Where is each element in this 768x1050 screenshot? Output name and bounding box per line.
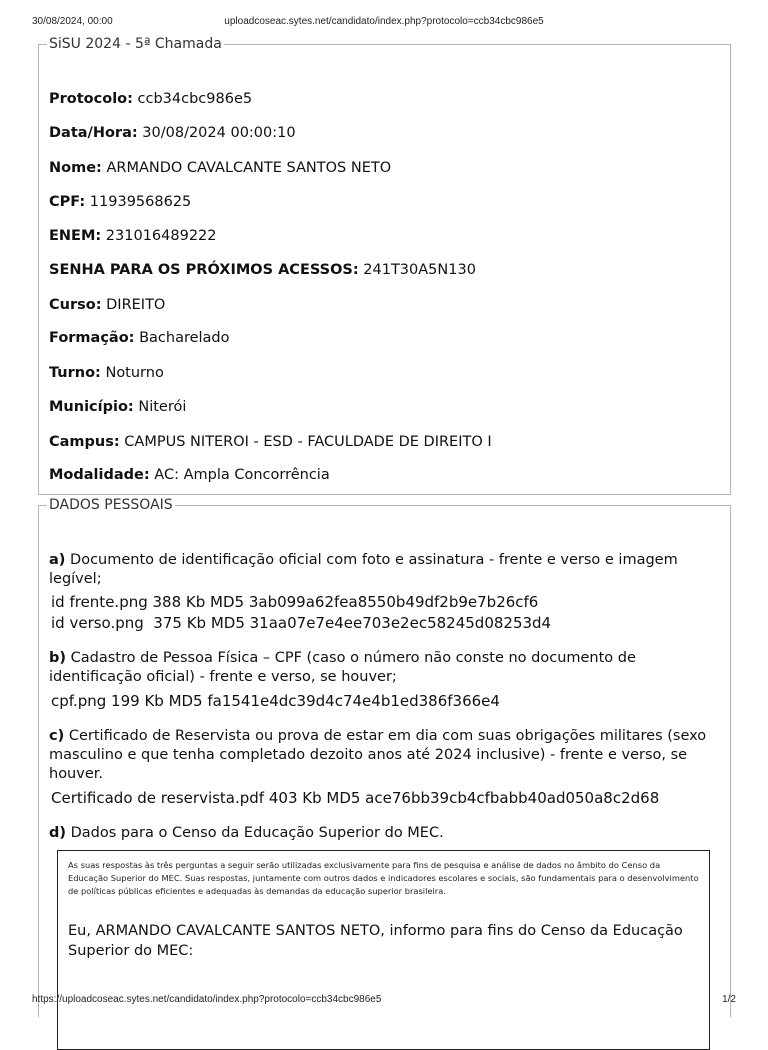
print-datetime: 30/08/2024, 00:00 [32,16,113,27]
file-reservista: Certificado de reservista.pdf 403 Kb MD5 ace76bb39cb4cfbabb40ad050a8c2d68 [51,789,660,807]
field-senha [49,261,476,279]
file-id-verso: id verso.png 375 Kb MD5 31aa07e7e4ee703e2ec58245d08253d4 [51,614,552,632]
print-header [32,16,736,30]
field-label: Nome: [49,160,102,176]
file-cpf: cpf.png 199 Kb MD5 fa1541e4dc39d4c74e4b1ed386f366e4 [51,692,500,710]
field-label: Data/Hora: [49,125,138,141]
field-nome [49,159,391,177]
field-formacao [49,329,230,347]
item-letter: a) [49,552,66,568]
field-value: CAMPUS NITEROI - ESD - FACULDADE DE DIREITO I [124,434,492,450]
field-value: 241T30A5N130 [363,262,476,278]
field-label: Modalidade: [49,467,150,483]
item-letter: d) [49,825,67,841]
field-value: Noturno [105,365,164,381]
sisu-fieldset [38,36,731,495]
field-turno [49,364,164,382]
field-value: Bacharelado [139,330,230,346]
print-url-header: uploadcoseac.sytes.net/candidato/index.php?protocolo=ccb34cbc986e5 [224,16,544,27]
print-footer [32,994,736,1008]
field-value: 231016489222 [105,228,217,244]
field-value: ARMANDO CAVALCANTE SANTOS NETO [106,160,392,176]
censo-note: As suas respostas às três perguntas a seguir serão utilizadas exclusivamente para fins de pesquisa e análise de dados no âmbito do Censo da Educação Superior do MEC. Suas respostas, juntamente com outros dados e indicadores escolares e sociais, são fundamentais para o desenvolvimento de políticas públicas eficientes e adequadas às demandas da educação superior brasileira. [68,860,699,896]
item-text: Certificado de Reservista ou prova de estar em dia com suas obrigações militares (sexo masculino e que tenha completado dezoito anos até 2024 inclusive) - frente e verso, se houver. [49,728,707,782]
item-text: Dados para o Censo da Educação Superior do MEC. [70,825,444,841]
field-curso [49,296,165,314]
sisu-legend: SiSU 2024 - 5ª Chamada [49,36,222,52]
field-municipio [49,398,186,416]
field-label: Turno: [49,365,101,381]
file-id-frente: id frente.png 388 Kb MD5 3ab099a62fea8550b49df2b9e7b26cf6 [51,593,539,611]
item-letter: b) [49,650,67,666]
field-protocolo [49,90,252,108]
field-enem [49,227,217,245]
field-value: 30/08/2024 00:00:10 [142,125,296,141]
censo-statement: Eu, ARMANDO CAVALCANTE SANTOS NETO, informo para fins do Censo da Educação Superior do MEC: [68,923,683,959]
item-b-description [49,649,709,687]
field-label: SENHA PARA OS PRÓXIMOS ACESSOS: [49,262,359,278]
field-value: ccb34cbc986e5 [137,91,253,107]
print-page-number: 1/2 [722,994,736,1005]
field-value: DIREITO [106,297,166,313]
field-label: Curso: [49,297,102,313]
field-label: Formação: [49,330,135,346]
field-label: ENEM: [49,228,102,244]
field-cpf [49,193,191,211]
field-modalidade [49,466,330,484]
field-label: Campus: [49,434,120,450]
censo-box [57,850,710,1050]
field-data-hora [49,124,296,142]
item-c-description [49,727,709,784]
item-d-description [49,824,709,843]
field-value: 11939568625 [89,194,192,210]
item-text: Cadastro de Pessoa Física – CPF (caso o número não conste no documento de identificação oficial) - frente e verso, se houver; [49,650,636,685]
field-label: Protocolo: [49,91,133,107]
item-a-description [49,551,709,589]
field-value: Niterói [138,399,187,415]
field-value: AC: Ampla Concorrência [154,467,330,483]
item-letter: c) [49,728,65,744]
field-campus [49,433,492,451]
field-label: CPF: [49,194,86,210]
dados-pessoais-fieldset [38,497,731,1017]
field-label: Município: [49,399,134,415]
print-url-footer: https://uploadcoseac.sytes.net/candidato/index.php?protocolo=ccb34cbc986e5 [32,994,382,1005]
dados-legend: DADOS PESSOAIS [49,497,173,513]
item-text: Documento de identificação oficial com foto e assinatura - frente e verso e imagem legível; [49,552,678,587]
